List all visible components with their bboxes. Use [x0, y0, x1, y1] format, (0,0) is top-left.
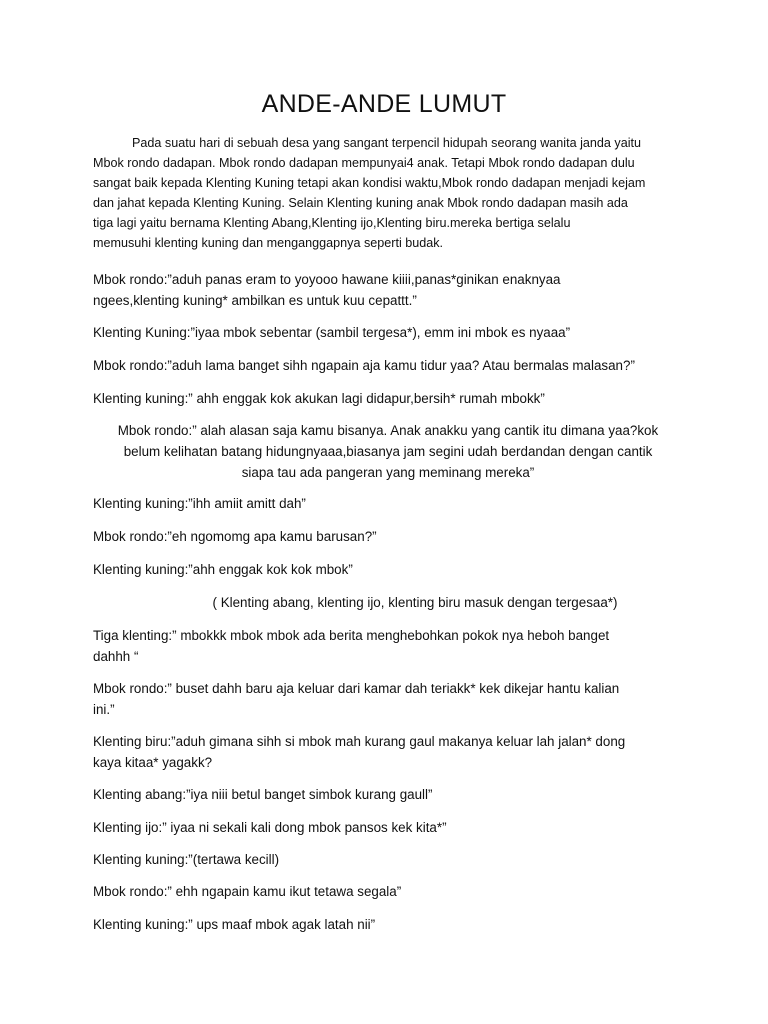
dialogue-line: Klenting kuning:” ups maaf mbok agak latah nii” [93, 917, 376, 932]
dialogue-line: Klenting kuning:” ahh enggak kok akukan lagi didapur,bersih* rumah mbokk” [93, 391, 545, 406]
dialogue-paragraph [93, 849, 683, 870]
dialogue-paragraph [93, 388, 683, 409]
dialogue-line: Mbok rondo:”eh ngomomg apa kamu barusan?” [93, 529, 377, 544]
dialogue-line: Mbok rondo:” buset dahh baru aja keluar dari kamar dah teriakk* kek dikejar hantu kalian [93, 681, 620, 696]
intro-line: memusuhi klenting kuning dan menganggapnya seperti budak. [93, 236, 444, 250]
dialogue-line: Klenting abang:”iya niii betul banget simbok kurang gaull” [93, 787, 433, 802]
dialogue-line: Klenting kuning:”ihh amiit amitt dah” [93, 496, 306, 511]
dialogue-line: Mbok rondo:”aduh lama banget sihh ngapain aja kamu tidur yaa? Atau bermalas malasan?” [93, 358, 635, 373]
dialogue-line: Klenting biru:”aduh gimana sihh si mbok mah kurang gaul makanya keluar lah jalan* dong [93, 734, 626, 749]
dialogue-line: ( Klenting abang, klenting ijo, klenting biru masuk dengan tergesaa*) [212, 595, 618, 610]
intro-line: dan jahat kepada Klenting Kuning. Selain Klenting kuning anak Mbok rondo dadapan masih ada [93, 196, 628, 210]
intro-paragraph [93, 133, 683, 253]
dialogue-line: Tiga klenting:” mbokkk mbok mbok ada berita menghebohkan pokok nya heboh banget [93, 628, 610, 643]
dialogue-paragraph [93, 493, 683, 514]
dialogue-line: dahhh “ [93, 649, 139, 664]
dialogue-paragraph [93, 914, 683, 935]
dialogue-line: Mbok rondo:”aduh panas eram to yoyooo hawane kiiii,panas*ginikan enaknyaa [93, 272, 561, 287]
dialogue-paragraph [93, 881, 683, 902]
dialogue-line: ini.” [93, 702, 115, 717]
dialogue-line: Klenting kuning:”ahh enggak kok kok mbok” [93, 562, 353, 577]
dialogue-paragraph [93, 625, 683, 667]
dialogue-line: siapa tau ada pangeran yang meminang mereka” [241, 465, 535, 480]
dialogue-paragraph [93, 784, 683, 805]
intro-line: Mbok rondo dadapan. Mbok rondo dadapan mempunyai4 anak. Tetapi Mbok rondo dadapan dulu [93, 156, 635, 170]
document-title: ANDE-ANDE LUMUT [261, 90, 507, 118]
intro-line: Pada suatu hari di sebuah desa yang sangant terpencil hidupah seorang wanita janda yaitu [132, 136, 642, 150]
dialogue-line: Mbok rondo:” ehh ngapain kamu ikut tetawa segala” [93, 884, 402, 899]
dialogue-line: Klenting kuning:”(tertawa kecill) [93, 852, 280, 867]
intro-line: sangat baik kepada Klenting Kuning tetapi akan kondisi waktu,Mbok rondo dadapan menjadi kejam [93, 176, 646, 190]
dialogue-line: kaya kitaa* yagakk? [93, 755, 213, 770]
intro-line: tiga lagi yaitu bernama Klenting Abang,Klenting ijo,Klenting biru.mereka bertiga selalu [93, 216, 571, 230]
dialogue-line: Klenting ijo:” iyaa ni sekali kali dong mbok pansos kek kita*” [93, 820, 447, 835]
dialogue-paragraph [93, 526, 683, 547]
dialogue-paragraph [93, 322, 683, 343]
dialogue-paragraph [93, 731, 683, 773]
dialogue-paragraph [93, 817, 683, 838]
dialogue-line: belum kelihatan batang hidungnyaaa,biasanya jam segini udah berdandan dengan cantik [123, 444, 653, 459]
stage-direction [120, 592, 710, 613]
dialogue-paragraph [93, 678, 683, 720]
dialogue-line: ngees,klenting kuning* ambilkan es untuk kuu cepattt.” [93, 293, 417, 308]
dialogue-paragraph [93, 559, 683, 580]
dialogue-paragraph [93, 420, 683, 483]
dialogue-line: Mbok rondo:” alah alasan saja kamu bisanya. Anak anakku yang cantik itu dimana yaa?kok [117, 423, 659, 438]
dialogue-paragraph [93, 269, 683, 311]
dialogue-paragraph [93, 355, 683, 376]
dialogue-line: Klenting Kuning:”iyaa mbok sebentar (sambil tergesa*), emm ini mbok es nyaaa” [93, 325, 571, 340]
